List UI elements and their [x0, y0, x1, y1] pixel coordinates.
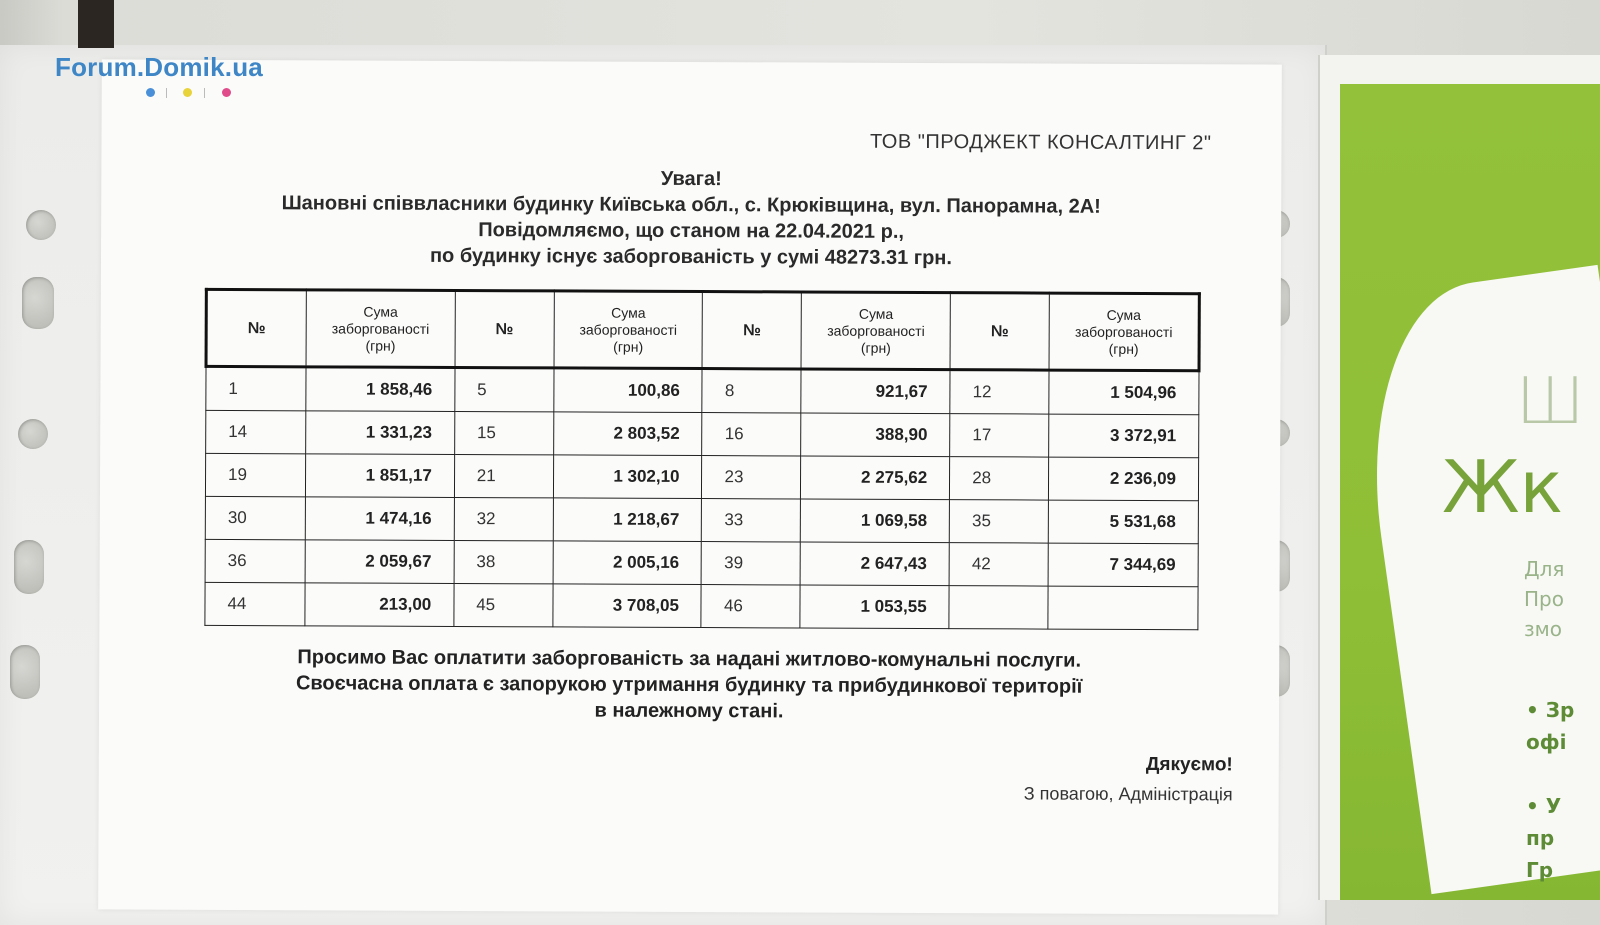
debt-amount: 3 372,91 — [1049, 414, 1199, 458]
col-header-number: № — [455, 290, 554, 367]
col-header-number: № — [950, 293, 1049, 370]
watermark-dot — [146, 88, 155, 97]
notice-heading — [101, 163, 1281, 272]
apartment-number: 17 — [950, 414, 1049, 457]
debt-amount: 2 059,67 — [305, 540, 454, 584]
debt-amount: 5 531,68 — [1048, 500, 1198, 544]
punch-hole — [26, 210, 56, 240]
debt-amount: 1 851,17 — [305, 454, 454, 498]
apartment-number: 5 — [455, 367, 554, 411]
col-header-sum: Сума заборгованості (грн) — [306, 290, 455, 368]
apartment-number: 15 — [454, 411, 553, 454]
background-shadow — [78, 0, 114, 48]
watermark-dot — [183, 88, 192, 97]
debt-amount: 1 504,96 — [1049, 370, 1199, 415]
debt-amount: 1 331,23 — [306, 411, 455, 455]
thanks-text: Дякуємо! — [1145, 753, 1233, 776]
debt-table — [203, 288, 1200, 630]
apartment-number: 23 — [702, 456, 801, 499]
apartment-number: 32 — [454, 497, 553, 540]
apartment-number: 39 — [702, 542, 801, 585]
poster-text-lines: Для Про змо — [1524, 557, 1565, 641]
punch-hole — [14, 540, 44, 594]
debt-amount: 1 302,10 — [553, 455, 702, 499]
watermark-logo: Forum.Domik.ua — [55, 52, 263, 82]
punch-hole — [22, 277, 54, 329]
apartment-number: 19 — [205, 453, 305, 496]
apartment-number: 28 — [950, 457, 1049, 500]
apartment-number: 38 — [454, 540, 553, 583]
apartment-number: 33 — [702, 499, 801, 542]
debt-amount — [1048, 586, 1198, 630]
poster-bullet: • Зр офі — [1526, 698, 1575, 754]
poster-big-letter: Ш — [1516, 365, 1585, 439]
col-header-number: № — [206, 289, 306, 366]
heading-total: по будинку існує заборгованість у сумі 48273.31 грн. — [429, 244, 953, 270]
debt-table-header — [206, 289, 1199, 370]
heading-date: Повідомляємо, що станом на 22.04.2021 р., — [478, 219, 905, 243]
appeal-line: Своєчасна оплата є запорукою утримання будинку та прибудинкової території — [295, 672, 1083, 698]
watermark-separator — [166, 88, 167, 98]
debt-amount: 7 344,69 — [1048, 543, 1198, 587]
apartment-number: 12 — [950, 370, 1049, 414]
col-header-number: № — [703, 292, 802, 369]
debt-amount: 2 803,52 — [553, 412, 702, 456]
apartment-number: 16 — [702, 413, 801, 456]
heading-attention: Увага! — [660, 167, 722, 191]
col-header-sum: Сума заборгованості (грн) — [801, 292, 950, 370]
col-header-sum: Сума заборгованості (грн) — [554, 291, 703, 369]
table-row — [206, 410, 1199, 457]
debt-amount: 1 474,16 — [305, 497, 454, 541]
apartment-number: 45 — [454, 583, 553, 626]
apartment-number: 1 — [206, 366, 306, 410]
debt-amount: 1 053,55 — [800, 585, 949, 629]
watermark-separator — [204, 88, 205, 98]
debt-amount: 3 708,05 — [553, 584, 702, 628]
apartment-number — [949, 586, 1048, 629]
apartment-number: 46 — [701, 585, 800, 628]
heading-address: Шановні співвласники будинку Київська обл., с. Крюківщина, вул. Панорамна, 2А! — [281, 192, 1101, 218]
table-row — [205, 453, 1198, 500]
debt-amount: 921,67 — [801, 369, 950, 414]
poster-big-text: Жк — [1442, 445, 1564, 529]
poster-bullet: • У пр Гр — [1526, 794, 1562, 882]
debt-amount: 2 005,16 — [553, 541, 702, 585]
apartment-number: 36 — [205, 539, 305, 582]
debt-amount: 1 218,67 — [553, 498, 702, 542]
company-name: ТОВ "ПРОДЖЕКТ КОНСАЛТИНГ 2" — [869, 130, 1212, 155]
appeal-line: Просимо Вас оплатити заборгованість за надані житлово-комунальні послуги. — [297, 646, 1082, 672]
apartment-number: 44 — [205, 582, 305, 625]
col-header-sum: Сума заборгованості (грн) — [1049, 293, 1199, 371]
table-row — [205, 496, 1198, 543]
watermark-dot — [222, 88, 231, 97]
debt-amount: 1 069,58 — [801, 499, 950, 543]
debt-amount: 2 236,09 — [1049, 457, 1199, 501]
table-row — [205, 539, 1198, 586]
signature-text: З повагою, Адміністрація — [1023, 783, 1233, 805]
debt-amount: 100,86 — [553, 368, 702, 413]
table-row — [205, 582, 1198, 629]
debt-amount: 1 858,46 — [306, 367, 455, 412]
debt-amount: 388,90 — [801, 413, 950, 457]
apartment-number: 14 — [206, 410, 306, 453]
punch-hole — [18, 419, 48, 449]
debt-amount: 2 275,62 — [801, 456, 950, 500]
apartment-number: 8 — [702, 369, 801, 413]
apartment-number: 21 — [454, 454, 553, 497]
payment-appeal — [99, 643, 1279, 726]
notice-paper — [98, 59, 1282, 914]
apartment-number: 42 — [949, 543, 1048, 586]
watermark-dots — [146, 88, 246, 98]
table-row — [206, 366, 1199, 414]
debt-amount: 213,00 — [305, 583, 454, 627]
apartment-number: 30 — [205, 496, 305, 539]
debt-amount: 2 647,43 — [800, 542, 949, 586]
punch-hole — [10, 645, 40, 699]
apartment-number: 35 — [949, 500, 1048, 543]
appeal-line: в належному стані. — [594, 699, 784, 723]
